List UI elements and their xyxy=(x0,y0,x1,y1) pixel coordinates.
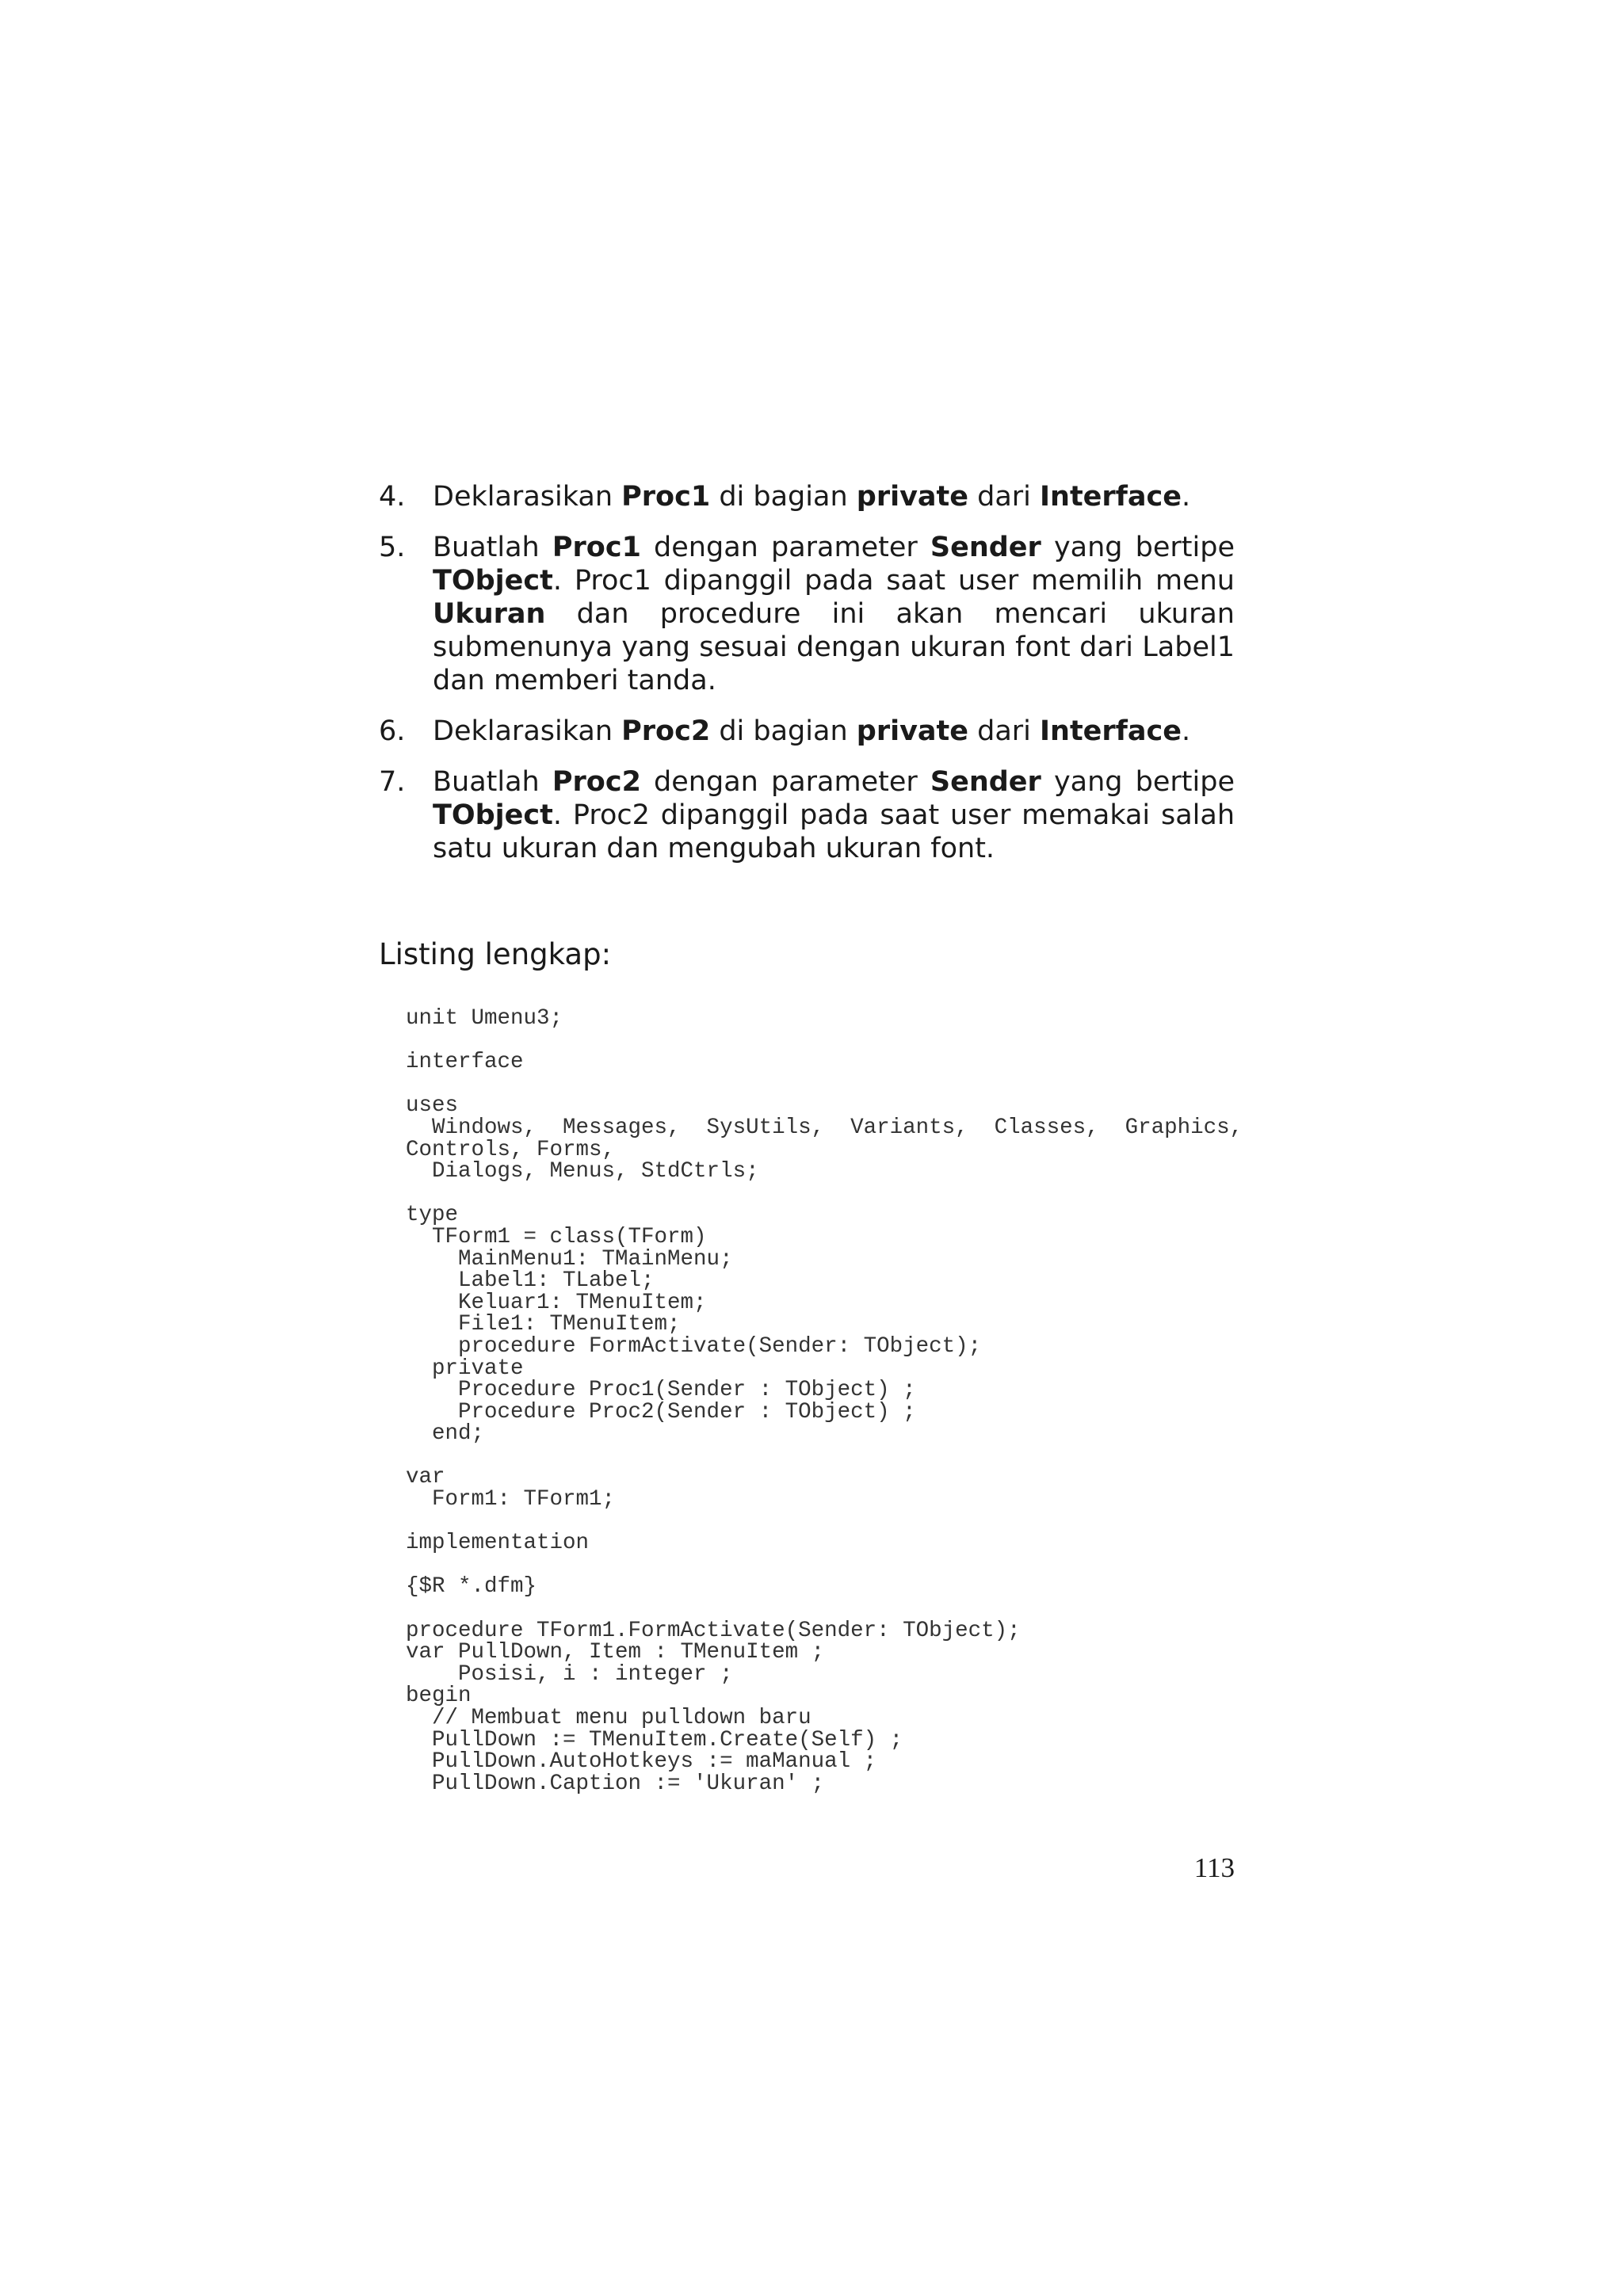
step-text: di bagian xyxy=(710,481,857,513)
step-keyword: Interface xyxy=(1040,715,1182,747)
step-keyword: TObject xyxy=(433,565,553,597)
step-keyword: Sender xyxy=(930,532,1041,563)
step-text: . xyxy=(1182,481,1191,513)
step-number: 4. xyxy=(379,481,406,513)
step-number: 6. xyxy=(379,715,406,747)
step-number: 5. xyxy=(379,532,406,563)
page-number: 113 xyxy=(1193,1852,1235,1883)
step-text: yang bertipe xyxy=(1041,766,1235,798)
instruction-step xyxy=(379,715,1235,748)
step-keyword: TObject xyxy=(433,799,553,831)
step-text: Buatlah xyxy=(433,766,552,798)
step-text: di bagian xyxy=(710,715,857,747)
step-keyword: Ukuran xyxy=(433,598,546,630)
step-text: . Proc2 dipanggil pada saat user memakai salah satu ukuran dan mengubah ukuran font. xyxy=(433,799,1235,864)
instruction-step xyxy=(379,480,1235,513)
step-keyword: Interface xyxy=(1040,481,1182,513)
step-keyword: Proc2 xyxy=(621,715,711,747)
step-text: Buatlah xyxy=(433,532,552,563)
step-text: dan procedure ini akan mencari ukuran submenunya yang sesuai dengan ukuran font dari Label1 dan memberi tanda. xyxy=(433,598,1235,696)
instruction-step xyxy=(379,765,1235,865)
step-text: dengan parameter xyxy=(640,532,930,563)
step-keyword: Proc2 xyxy=(552,766,641,798)
step-text: . Proc1 dipanggil pada saat user memilih menu xyxy=(552,565,1235,597)
step-text: dari xyxy=(968,715,1041,747)
step-keyword: private xyxy=(856,715,968,747)
instruction-steps xyxy=(379,480,1235,883)
step-number: 7. xyxy=(379,766,406,798)
step-keyword: Proc1 xyxy=(621,481,711,513)
step-keyword: Proc1 xyxy=(552,532,641,563)
step-text: . xyxy=(1182,715,1191,747)
step-keyword: private xyxy=(856,481,968,513)
step-text: yang bertipe xyxy=(1041,532,1235,563)
step-keyword: Sender xyxy=(930,766,1041,798)
code-listing: unit Umenu3; interface uses Windows, Messages, SysUtils, Variants, Classes, Graphics, Controls, Forms, Dialogs, Menus, StdCtrls; type TForm1 = class(TForm) MainMenu1: TMainMenu; Label1: TLabel; Keluar1: TMenuItem; File1: TMenuItem; procedure FormActivate(Sender: TObject); private Procedure Proc1(Sender : TObject) ; Procedure Proc2(Sender : TObject) ; end; var Form1: TForm1; implementation {$R *.dfm} procedure TForm1.FormActivate(Sender: TObject); var PullDown, Item : TMenuItem ; Posisi, i : integer ; begin // Membuat menu pulldown baru PullDown := TMenuItem.Create(Self) ; PullDown.AutoHotkeys := maManual ; PullDown.Caption := 'Ukuran' ; xyxy=(406,1006,1243,1796)
step-text: Deklarasikan xyxy=(433,481,622,513)
listing-heading: Listing lengkap: xyxy=(379,937,612,971)
instruction-step xyxy=(379,531,1235,697)
step-text: dengan parameter xyxy=(640,766,930,798)
step-text: Deklarasikan xyxy=(433,715,622,747)
step-text: dari xyxy=(968,481,1041,513)
